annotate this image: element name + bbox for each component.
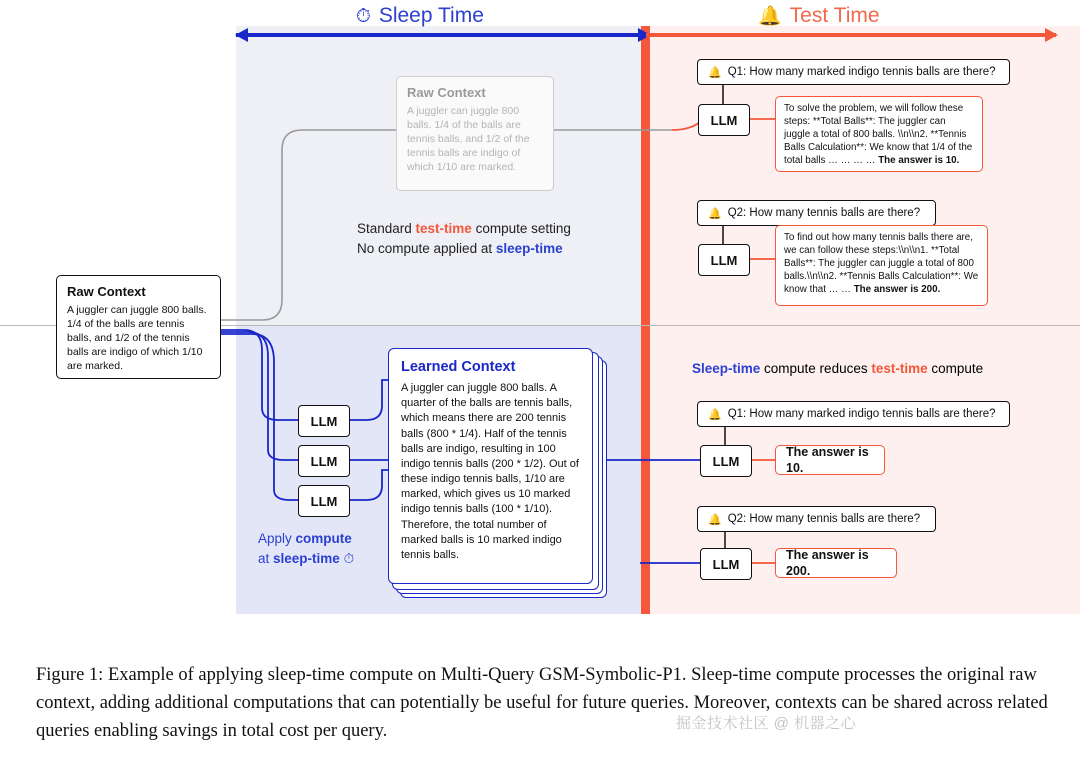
sleep-time-header [356,4,484,28]
llm-label: LLM [710,112,738,128]
llm-box-bottom-1 [700,445,752,477]
bell-icon: 🔔 [708,66,722,79]
bell-icon: 🔔 [708,513,722,526]
question-text: Q1: How many marked indigo tennis balls are there? [727,408,996,420]
answer-text: The answer is 10. [786,444,869,475]
answer-text: To solve the problem, we will follow these steps: **Total Balls**: The juggler can juggle a total of 800 balls. \\n\\n2. **Tennis Balls Calculation**: We know that 1/4 of the total balls … … … … [784,103,973,166]
answer-text: The answer is 200. [786,547,869,578]
bell-icon: 🔔 [708,207,722,220]
standard-caption-line2-em: sleep-time [495,240,563,256]
question-pill-bottom-q1 [697,401,1010,427]
llm-box-top-2 [698,244,750,276]
learned-context-body: A juggler can juggle 800 balls. A quarter of the balls are tennis balls, which means there are 200 tennis balls (800 * 1/4). Half of the tennis balls are indigo, resulting in 100 indigo tennis balls (200 * 1/2). Out of these indigo tennis balls, 1/10 are marked, which gives us 10 marked indigo tennis balls (100 * 1/10). Therefore, the total number of marked balls is 10 marked indigo tennis balls. [401,382,579,561]
question-text: Q1: How many marked indigo tennis balls are there? [727,66,996,78]
raw-context-faded-title: Raw Context [407,85,486,100]
llm-label: LLM [310,493,338,509]
standard-caption-line1-pre: Standard [357,221,416,236]
llm-label: LLM [712,556,740,572]
apply-compute-caption [258,529,354,568]
apply-caption-line2-pre: at [258,550,274,566]
test-time-label: Test Time [789,4,880,27]
raw-context-box [56,275,221,379]
raw-context-faded-box [396,76,554,191]
sleep-time-label: Sleep Time [378,4,484,27]
reduce-caption-test: test-time [871,361,928,376]
learned-context-box [388,348,593,584]
test-time-arrow [646,33,1056,37]
test-time-header [758,4,880,28]
clock-refresh-icon: ⏱ [343,550,355,566]
question-text: Q2: How many tennis balls are there? [727,513,921,525]
answer-box-top-1 [775,96,983,172]
clock-refresh-icon: ⏱ [356,5,371,27]
reduce-caption-mid: compute reduces [760,361,872,376]
apply-caption-line2-em: sleep-time [273,550,340,566]
raw-context-title: Raw Context [67,284,146,299]
standard-caption-line2-pre: No compute applied at [357,240,496,256]
question-pill-top-q2 [697,200,936,226]
answer-box-bottom-1 [775,445,885,475]
bell-icon: 🔔 [758,5,782,27]
apply-caption-line1-em: compute [295,531,352,546]
question-text: Q2: How many tennis balls are there? [727,207,921,219]
standard-caption-line1-post: compute setting [471,221,571,236]
watermark: 掘金技术社区 @ 机器之心 [676,715,857,732]
apply-caption-line1-pre: Apply [258,531,296,546]
llm-label: LLM [710,252,738,268]
answer-box-bottom-2 [775,548,897,578]
sleep-reduces-test-caption [692,360,983,379]
llm-label: LLM [712,453,740,469]
answer-box-top-2 [775,225,988,306]
raw-context-faded-body: A juggler can juggle 800 balls. 1/4 of the balls are tennis balls, and 1/2 of the tennis balls are indigo of which 1/10 are marked. [407,105,530,173]
llm-box-sleep-2 [298,445,350,477]
raw-context-body: A juggler can juggle 800 balls. 1/4 of the balls are tennis balls, and 1/2 of the tennis balls are indigo of which 1/10 are marked. [67,304,207,372]
learned-context-title: Learned Context [401,359,516,375]
reduce-caption-end: compute [927,361,984,376]
answer-text: To find out how many tennis balls there are, we can follow these steps:\\n\\n1. **Total Balls**: The juggler can juggle a total of 800 balls.\\n\\n2. **Tennis Balls Calculation**: We know that … … [784,232,979,295]
question-pill-bottom-q2 [697,506,936,532]
answer-final: The answer is 10. [878,154,960,166]
llm-box-sleep-1 [298,405,350,437]
llm-label: LLM [310,453,338,469]
answer-final: The answer is 200. [853,283,941,295]
llm-box-bottom-2 [700,548,752,580]
sleep-time-arrow [236,33,650,37]
column-divider [641,26,650,614]
bell-icon: 🔔 [708,408,722,421]
figure-caption: Figure 1: Example of applying sleep-time compute on Multi-Query GSM-Symbolic-P1. Sleep-time compute processes the original raw context, adding additional computations that can potentially be useful for future queries. Moreover, contexts can be shared across related queries enabling savings in total cost per query. [36,665,1048,741]
llm-box-top-1 [698,104,750,136]
llm-box-sleep-3 [298,485,350,517]
llm-label: LLM [310,413,338,429]
question-pill-top-q1 [697,59,1010,85]
standard-caption-line1-em: test-time [415,221,472,236]
standard-setting-caption [357,219,571,258]
reduce-caption-sleep: Sleep-time [692,361,761,376]
